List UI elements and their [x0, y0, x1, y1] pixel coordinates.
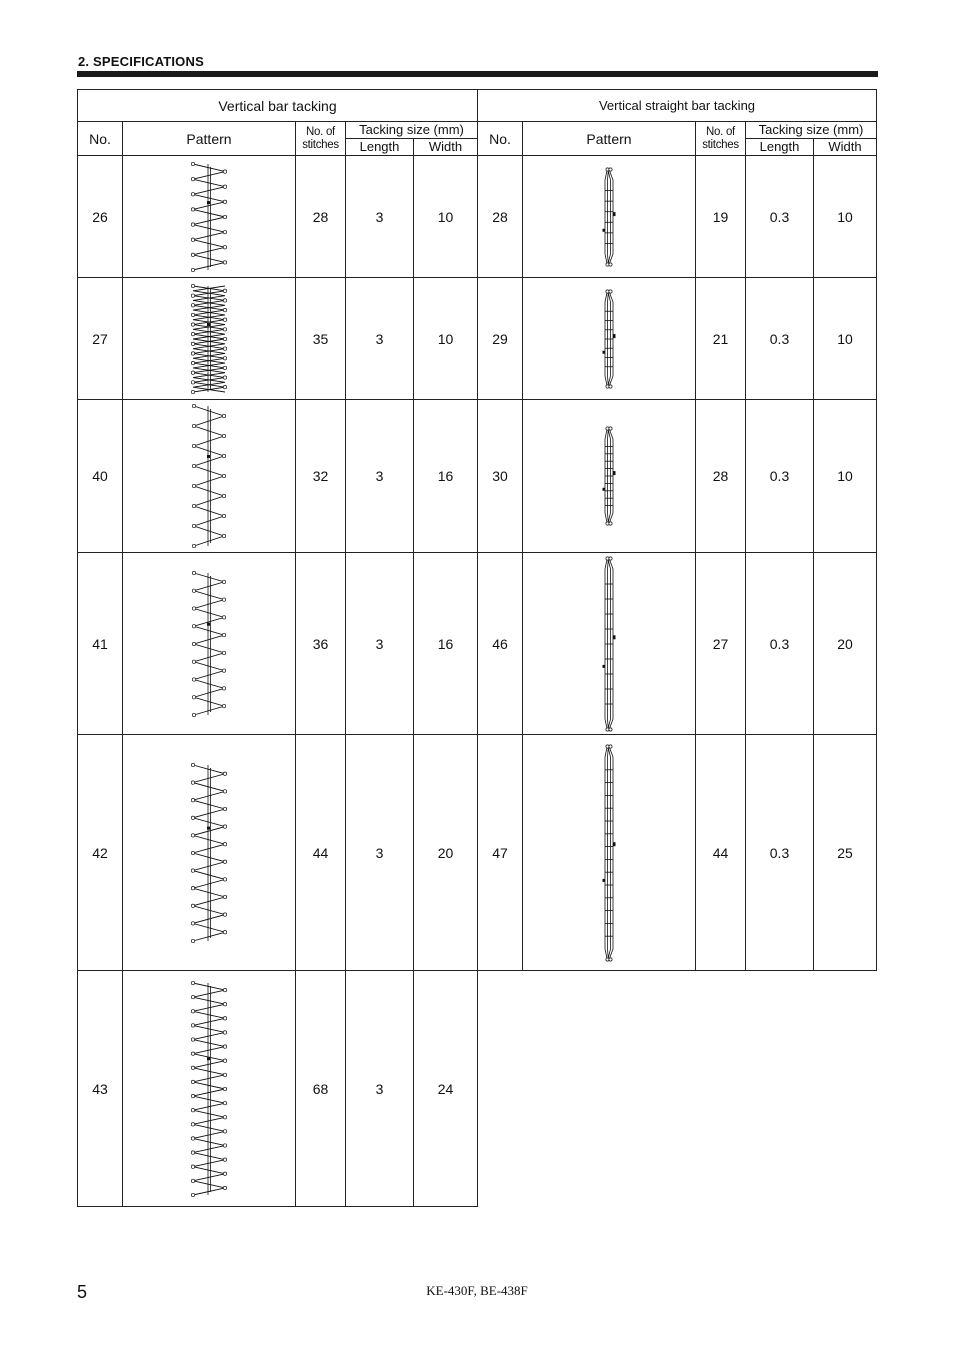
- col-width-header: Width: [414, 139, 478, 156]
- row-length: 3: [346, 553, 414, 735]
- row-length: 3: [346, 278, 414, 400]
- straight-bar-pattern-icon: [595, 165, 623, 269]
- col-pattern-header: Pattern: [523, 122, 696, 156]
- pattern-cell: [123, 735, 296, 971]
- col-length-header: Length: [746, 139, 814, 156]
- pattern-cell: [123, 971, 296, 1207]
- zigzag-bar-pattern-icon: [189, 979, 229, 1199]
- row-width: 10: [814, 278, 877, 400]
- row-no: 28: [478, 156, 523, 278]
- zigzag-bar-pattern-icon: [189, 761, 229, 945]
- row-length: 3: [346, 400, 414, 553]
- section-title: 2. SPECIFICATIONS: [78, 54, 204, 69]
- row-no: 47: [478, 735, 523, 971]
- row-length: 0.3: [746, 156, 814, 278]
- straight-bar-pattern-icon: [595, 424, 623, 528]
- table-title: Vertical bar tacking: [78, 90, 478, 122]
- row-no: 26: [78, 156, 123, 278]
- row-no: 46: [478, 553, 523, 735]
- page-number: 5: [77, 1282, 88, 1302]
- col-no-header: No.: [78, 122, 123, 156]
- row-length: 0.3: [746, 735, 814, 971]
- pattern-cell: [123, 156, 296, 278]
- row-no: 29: [478, 278, 523, 400]
- row-length: 0.3: [746, 278, 814, 400]
- row-width: 24: [414, 971, 478, 1207]
- row-stitches: 35: [296, 278, 346, 400]
- table-row: [78, 971, 478, 1207]
- pattern-cell: [123, 278, 296, 400]
- row-no: 41: [78, 553, 123, 735]
- row-stitches: 36: [296, 553, 346, 735]
- col-tacking-size-header: Tacking size (mm): [346, 122, 478, 139]
- col-no-header: No.: [478, 122, 523, 156]
- model-name: KE-430F, BE-438F: [426, 1283, 528, 1298]
- straight-bar-pattern-icon: [596, 742, 622, 964]
- table-row: [78, 400, 478, 553]
- row-stitches: 21: [696, 278, 746, 400]
- row-stitches: 19: [696, 156, 746, 278]
- row-width: 10: [414, 156, 478, 278]
- row-length: 0.3: [746, 400, 814, 553]
- row-length: 3: [346, 735, 414, 971]
- table-row: [78, 156, 478, 278]
- row-width: 10: [414, 278, 478, 400]
- table-row: [78, 553, 478, 735]
- row-length: 3: [346, 971, 414, 1207]
- col-width-header: Width: [814, 139, 877, 156]
- vertical-bar-tacking-table: [77, 89, 478, 1207]
- pattern-cell: [523, 553, 696, 735]
- table-row: [478, 553, 877, 735]
- straight-bar-pattern-icon: [595, 287, 623, 391]
- col-stitches-header: No. of stitches: [696, 122, 746, 156]
- zigzag-bar-pattern-icon: [190, 402, 228, 550]
- row-stitches: 28: [696, 400, 746, 553]
- header-rule: [77, 71, 878, 77]
- row-length: 0.3: [746, 553, 814, 735]
- row-no: 43: [78, 971, 123, 1207]
- row-no: 27: [78, 278, 123, 400]
- pattern-cell: [523, 156, 696, 278]
- vertical-straight-bar-tacking-table: [477, 89, 877, 971]
- zigzag-bar-pattern-icon: [189, 160, 229, 274]
- col-pattern-header: Pattern: [123, 122, 296, 156]
- row-stitches: 32: [296, 400, 346, 553]
- table-title: Vertical straight bar tacking: [478, 90, 877, 122]
- table-row: [478, 400, 877, 553]
- straight-bar-pattern-icon: [596, 554, 622, 734]
- row-no: 30: [478, 400, 523, 553]
- table-row: [478, 156, 877, 278]
- pattern-cell: [123, 553, 296, 735]
- table-row: [478, 278, 877, 400]
- pattern-cell: [123, 400, 296, 553]
- col-length-header: Length: [346, 139, 414, 156]
- col-tacking-size-header: Tacking size (mm): [746, 122, 877, 139]
- table-row: [78, 278, 478, 400]
- row-width: 16: [414, 553, 478, 735]
- row-stitches: 27: [696, 553, 746, 735]
- row-length: 3: [346, 156, 414, 278]
- row-stitches: 68: [296, 971, 346, 1207]
- row-width: 25: [814, 735, 877, 971]
- row-width: 20: [814, 553, 877, 735]
- row-no: 40: [78, 400, 123, 553]
- table-row: [478, 735, 877, 971]
- pattern-cell: [523, 735, 696, 971]
- table-row: [78, 735, 478, 971]
- row-stitches: 44: [296, 735, 346, 971]
- zigzag-bar-pattern-icon: [190, 569, 228, 719]
- row-no: 42: [78, 735, 123, 971]
- row-stitches: 28: [296, 156, 346, 278]
- pattern-cell: [523, 278, 696, 400]
- zigzag-bar-pattern-icon: [189, 282, 229, 396]
- row-width: 10: [814, 400, 877, 553]
- row-stitches: 44: [696, 735, 746, 971]
- row-width: 16: [414, 400, 478, 553]
- col-stitches-header: No. of stitches: [296, 122, 346, 156]
- row-width: 20: [414, 735, 478, 971]
- row-width: 10: [814, 156, 877, 278]
- pattern-cell: [523, 400, 696, 553]
